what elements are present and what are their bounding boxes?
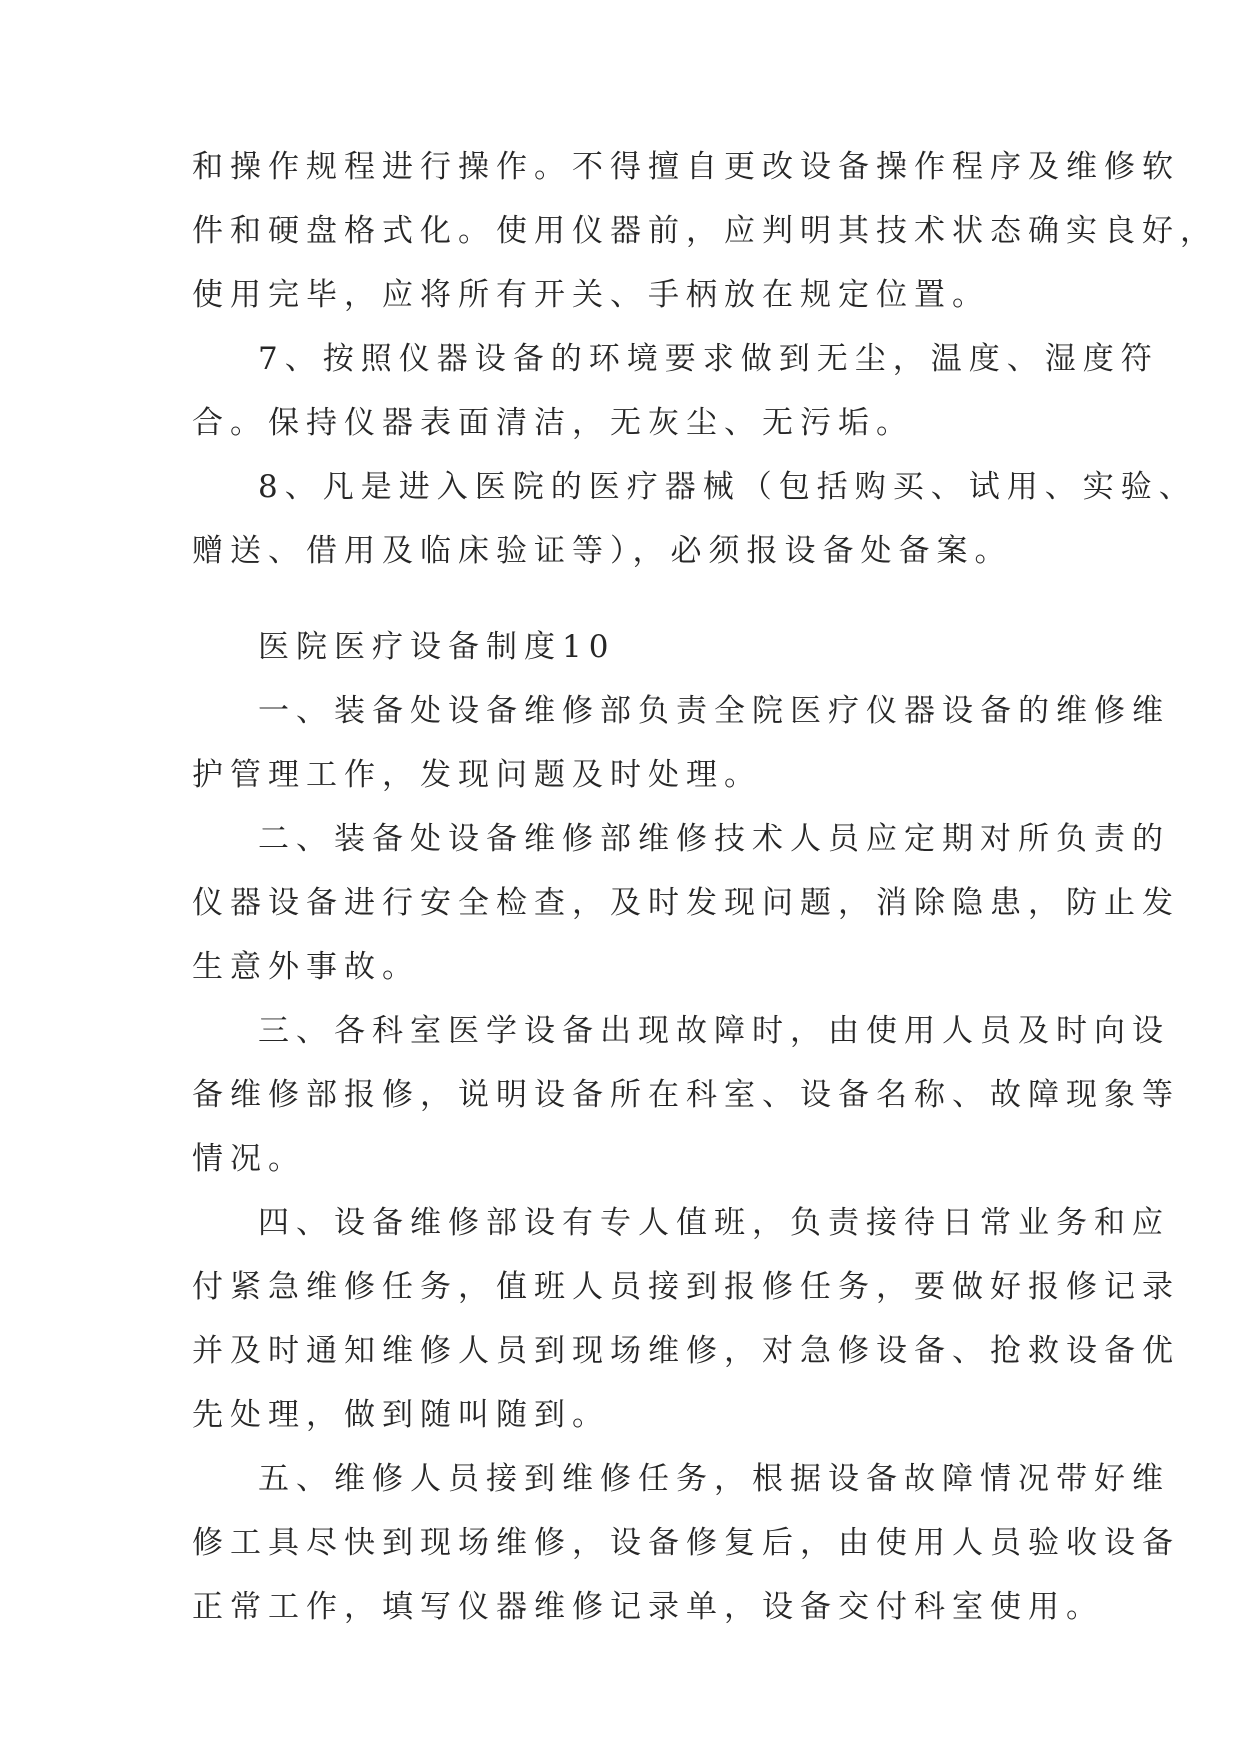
item-7-line: 7、按照仪器设备的环境要求做到无尘，温度、湿度符 (258, 341, 1159, 377)
paragraph-2-line: 仪器设备进行安全检查，及时发现问题，消除隐患，防止发 (192, 885, 1180, 921)
paragraph-5-line: 五、维修人员接到维修任务，根据设备故障情况带好维 (258, 1461, 1170, 1497)
paragraph-4-line: 并及时通知维修人员到现场维修，对急修设备、抢救设备优 (192, 1333, 1180, 1369)
paragraph-5-line: 修工具尽快到现场维修，设备修复后，由使用人员验收设备 (192, 1525, 1180, 1561)
paragraph-1-line: 一、装备处设备维修部负责全院医疗仪器设备的维修维 (258, 693, 1170, 729)
item-8-line: 8、凡是进入医院的医疗器械（包括购买、试用、实验、 (258, 469, 1197, 505)
paragraph-3-line: 情况。 (192, 1141, 306, 1177)
paragraph-2-line: 二、装备处设备维修部维修技术人员应定期对所负责的 (258, 821, 1170, 857)
paragraph-4-line: 付紧急维修任务，值班人员接到报修任务，要做好报修记录 (192, 1269, 1180, 1305)
paragraph-4-line: 先处理，做到随叫随到。 (192, 1397, 610, 1433)
paragraph-line: 件和硬盘格式化。使用仪器前，应判明其技术状态确实良好， (192, 213, 1218, 249)
paragraph-line: 和操作规程进行操作。不得擅自更改设备操作程序及维修软 (192, 149, 1180, 185)
paragraph-4-line: 四、设备维修部设有专人值班，负责接待日常业务和应 (258, 1205, 1170, 1241)
paragraph-2-line: 生意外事故。 (192, 949, 420, 985)
item-8-line: 赠送、借用及临床验证等），必须报设备处备案。 (192, 533, 1013, 569)
paragraph-5-line: 正常工作，填写仪器维修记录单，设备交付科室使用。 (192, 1589, 1104, 1625)
item-7-line: 合。保持仪器表面清洁，无灰尘、无污垢。 (192, 405, 914, 441)
paragraph-3-line: 三、各科室医学设备出现故障时，由使用人员及时向设 (258, 1013, 1170, 1049)
paragraph-1-line: 护管理工作，发现问题及时处理。 (192, 757, 762, 793)
section-title: 医院医疗设备制度10 (258, 629, 616, 665)
paragraph-3-line: 备维修部报修，说明设备所在科室、设备名称、故障现象等 (192, 1077, 1180, 1113)
paragraph-line: 使用完毕，应将所有开关、手柄放在规定位置。 (192, 277, 990, 313)
